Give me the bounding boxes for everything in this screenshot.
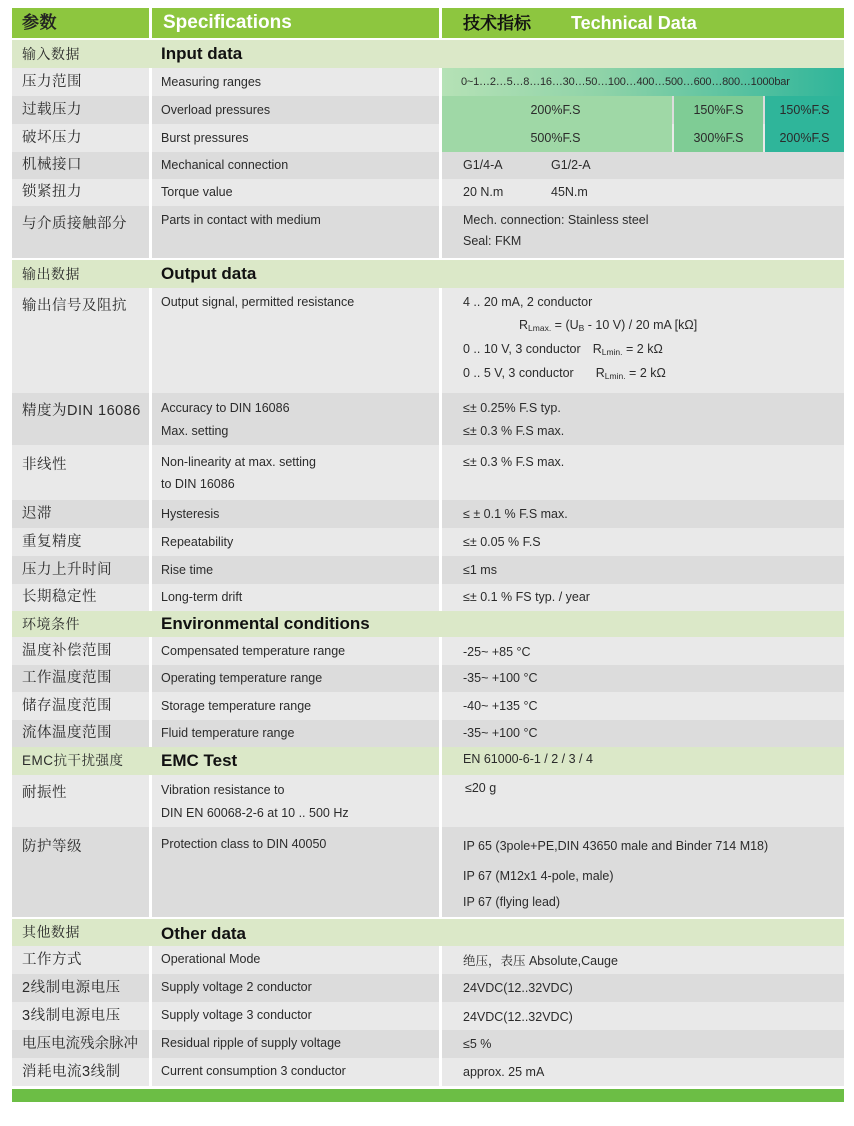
vibration-value: ≤20 g: [465, 781, 497, 795]
mech-value-2: G1/2-A: [551, 158, 591, 172]
burst-value-1: 500%F.S: [439, 124, 672, 152]
rise-time-value: ≤1 ms: [463, 563, 497, 577]
section-env-zh: 环境条件: [22, 616, 80, 632]
label-zh: 消耗电流3线制: [22, 1064, 121, 1080]
label-en: Mechanical connection: [161, 158, 289, 172]
row-accuracy: [12, 393, 844, 445]
label-zh: 长期稳定性: [22, 589, 97, 605]
row-supply-3: [12, 1002, 844, 1030]
torque-value-2: 45N.m: [551, 185, 588, 199]
section-emc: [12, 747, 844, 775]
burst-value-3: 200%F.S: [765, 124, 844, 152]
accuracy-value-2: ≤± 0.3 % F.S max.: [463, 424, 565, 438]
label-zh: 破坏压力: [22, 130, 82, 146]
row-compensated-temp: [12, 637, 844, 665]
row-torque: [12, 179, 844, 206]
label-zh: 压力上升时间: [22, 562, 112, 578]
row-operating-temp: [12, 665, 844, 692]
footer-bar: [12, 1089, 844, 1102]
fluid-temp-value: -35~ +100 °C: [463, 726, 538, 740]
row-residual-ripple: [12, 1030, 844, 1058]
parts-value-2: Seal: FKM: [463, 234, 522, 248]
label-en: Repeatability: [161, 535, 234, 549]
label-zh: 精度为DIN 16086: [22, 403, 141, 419]
label-en: Storage temperature range: [161, 699, 312, 713]
row-supply-2: [12, 974, 844, 1002]
supply-3-value: 24VDC(12..32VDC): [463, 1010, 573, 1024]
current-value: approx. 25 mA: [463, 1065, 545, 1079]
section-emc-zh: EMC抗干扰强度: [22, 753, 124, 768]
overload-value-2: 150%F.S: [674, 96, 763, 124]
label-en-2: DIN EN 60068-2-6 at 10 .. 500 Hz: [161, 806, 349, 820]
label-en: Long-term drift: [161, 590, 243, 604]
label-zh: 机械接口: [22, 157, 82, 173]
spec-table: [12, 8, 844, 1086]
section-emc-en: EMC Test: [161, 751, 238, 770]
label-en: Overload pressures: [161, 103, 271, 117]
row-long-term-drift: [12, 584, 844, 611]
row-protection: [12, 827, 844, 917]
label-en: Operational Mode: [161, 952, 261, 966]
label-zh: 非线性: [22, 457, 67, 473]
label-zh: 2线制电源电压: [22, 980, 121, 996]
section-output: [12, 260, 844, 288]
label-zh: 迟滞: [22, 506, 52, 522]
label-en-2: Max. setting: [161, 424, 229, 438]
label-zh: 与介质接触部分: [22, 216, 127, 232]
label-en: Burst pressures: [161, 131, 249, 145]
drift-value: ≤± 0.1 % FS typ. / year: [463, 590, 590, 604]
storage-temp-value: -40~ +135 °C: [463, 699, 538, 713]
label-en: Supply voltage 3 conductor: [161, 1008, 312, 1022]
label-en-1: Non-linearity at max. setting: [161, 455, 316, 469]
row-storage-temp: [12, 692, 844, 720]
signal-line-1: 4 .. 20 mA, 2 conductor: [463, 295, 593, 309]
section-other-en: Other data: [161, 924, 247, 943]
label-en: Measuring ranges: [161, 75, 262, 89]
label-zh: 温度补偿范围: [22, 643, 112, 659]
label-en: Residual ripple of supply voltage: [161, 1036, 341, 1050]
section-output-zh: 输出数据: [22, 266, 80, 282]
label-zh: 重复精度: [22, 534, 82, 550]
header-tech-en: Technical Data: [571, 13, 697, 33]
measuring-range-value: 0~1…2…5…8…16…30…50…100…400…500…600…800…1000bar: [439, 68, 844, 96]
row-burst: [12, 124, 844, 152]
label-en: Operating temperature range: [161, 671, 323, 685]
label-zh: 电压电流残余脉冲: [22, 1036, 138, 1052]
label-en: Fluid temperature range: [161, 726, 295, 740]
label-zh: 压力范围: [22, 74, 82, 90]
overload-value-3: 150%F.S: [765, 96, 844, 124]
header-technical-data: [439, 8, 844, 38]
row-nonlinearity: [12, 445, 844, 500]
mech-value-1: G1/4-A: [463, 158, 503, 172]
nonlinearity-value: ≤± 0.3 % F.S max.: [463, 455, 565, 469]
row-rise-time: [12, 556, 844, 584]
label-zh: 耐振性: [22, 785, 67, 801]
accuracy-value-1: ≤± 0.25% F.S typ.: [463, 401, 561, 415]
label-en: Rise time: [161, 563, 214, 577]
row-fluid-temp: [12, 720, 844, 747]
parts-value-1: Mech. connection: Stainless steel: [463, 213, 649, 227]
row-output-signal: [12, 288, 844, 393]
label-en: Protection class to DIN 40050: [161, 837, 327, 851]
header-param: 参数: [12, 8, 149, 38]
label-en: Torque value: [161, 185, 233, 199]
emc-standard-value: EN 61000-6-1 / 2 / 3 / 4: [463, 752, 593, 766]
burst-value-2: 300%F.S: [674, 124, 763, 152]
hysteresis-value: ≤ ± 0.1 % F.S max.: [463, 507, 568, 521]
protection-value-1: IP 65 (3pole+PE,DIN 43650 male and Binder 714 M18): [463, 839, 769, 853]
compensated-temp-value: -25~ +85 °C: [463, 645, 531, 659]
label-en: Hysteresis: [161, 507, 220, 521]
section-environmental: [12, 611, 844, 637]
section-other-zh: 其他数据: [22, 924, 80, 940]
label-en-1: Vibration resistance to: [161, 783, 285, 797]
label-zh: 工作温度范围: [22, 670, 112, 686]
label-en-2: to DIN 16086: [161, 477, 235, 491]
label-en-1: Accuracy to DIN 16086: [161, 401, 290, 415]
torque-value-1: 20 N.m: [463, 185, 504, 199]
row-overload: [12, 96, 844, 124]
label-en: Compensated temperature range: [161, 644, 346, 658]
label-zh: 工作方式: [22, 952, 82, 968]
label-zh: 锁紧扭力: [22, 184, 82, 200]
row-measuring-ranges: [12, 68, 844, 96]
section-output-en: Output data: [161, 264, 257, 283]
row-mechanical-connection: [12, 152, 844, 179]
label-en: Supply voltage 2 conductor: [161, 980, 312, 994]
section-input-zh: 输入数据: [22, 46, 80, 62]
signal-line-3: 0 .. 10 V, 3 conductor $R_{Lmin.} = 2$ kΩ: [463, 342, 663, 357]
header-specifications: Specifications: [149, 8, 439, 38]
overload-value-1: 200%F.S: [439, 96, 672, 124]
label-zh: 储存温度范围: [22, 698, 112, 714]
label-en: Output signal, permitted resistance: [161, 295, 355, 309]
repeatability-value: ≤± 0.05 % F.S: [463, 535, 541, 549]
label-zh: 输出信号及阻抗: [22, 298, 127, 314]
label-zh: 防护等级: [22, 839, 82, 855]
table-header: [12, 8, 844, 38]
row-operational-mode: [12, 946, 844, 974]
protection-value-3: IP 67 (flying lead): [463, 895, 561, 909]
supply-2-value: 24VDC(12..32VDC): [463, 981, 573, 995]
label-en: Parts in contact with medium: [161, 213, 321, 227]
signal-line-2: $R_{Lmax.} = (U_B - 10$ V) / 20 mA [kΩ]: [519, 318, 698, 333]
row-vibration: [12, 775, 844, 827]
row-current-consumption: [12, 1058, 844, 1086]
signal-line-4: 0 .. 5 V, 3 conductor $R_{Lmin.} = 2$ kΩ: [463, 366, 666, 381]
label-en: Current consumption 3 conductor: [161, 1064, 346, 1078]
label-zh: 3线制电源电压: [22, 1008, 121, 1024]
section-other: [12, 919, 844, 946]
operational-mode-value: 绝压，表压 Absolute,Cauge: [463, 954, 618, 968]
row-parts-contact: [12, 206, 844, 258]
section-input-en: Input data: [161, 44, 243, 63]
ripple-value: ≤5 %: [463, 1037, 492, 1051]
operating-temp-value: -35~ +100 °C: [463, 671, 538, 685]
label-zh: 流体温度范围: [22, 725, 112, 741]
row-repeatability: [12, 528, 844, 556]
row-hysteresis: [12, 500, 844, 528]
label-zh: 过载压力: [22, 102, 82, 118]
header-tech-zh: 技术指标: [463, 14, 531, 33]
section-input: [12, 40, 844, 68]
section-env-en: Environmental conditions: [161, 614, 370, 633]
protection-value-2: IP 67 (M12x1 4-pole, male): [463, 869, 614, 883]
